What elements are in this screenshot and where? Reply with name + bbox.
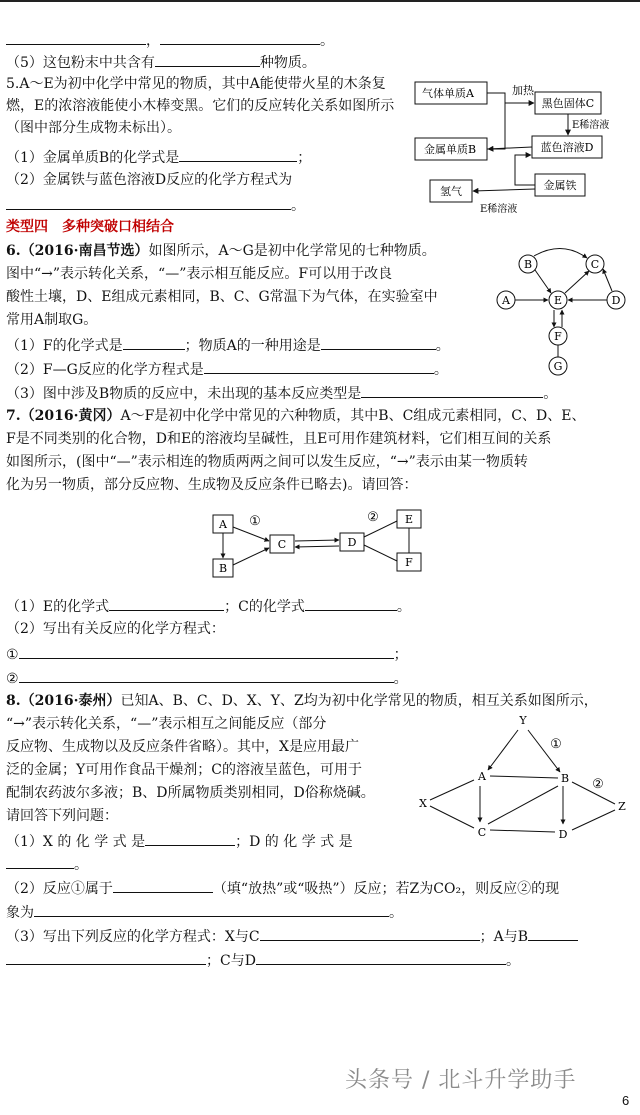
- answer-blank[interactable]: [321, 333, 436, 350]
- q8-sub2b: 象为 。: [6, 900, 403, 924]
- q7-r2: ② 。: [6, 666, 408, 690]
- node-d-label: D: [611, 294, 621, 307]
- q5-diagram: [410, 70, 635, 215]
- label-e1: E稀溶液: [572, 120, 610, 131]
- q5-line-5: （5）这包粉末中共含有 种物质。: [6, 50, 316, 74]
- q8-sub2: （2）反应①属于 （填“放热”或“吸热”）反应；若Z为CO₂，则反应②的现: [6, 876, 559, 900]
- q7-diagram: [205, 505, 445, 590]
- answer-blank[interactable]: [204, 357, 434, 374]
- q6-line2: 图中“→”表示转化关系，“—”表示相互能反应。F可以用于改良: [6, 266, 393, 282]
- section-heading: 类型四 多种突破口相结合: [6, 219, 174, 235]
- node-a-label: A: [478, 770, 486, 783]
- mark-1: ①: [249, 514, 261, 529]
- q5-sub1: （1）金属单质B的化学式是 ；: [6, 145, 311, 169]
- q7-r1: ① ；: [6, 642, 408, 666]
- q4-continuation: ， 。: [6, 28, 334, 52]
- answer-blank[interactable]: [6, 948, 206, 965]
- label-heat: 加热: [512, 84, 534, 97]
- answer-blank[interactable]: [113, 876, 213, 893]
- answer-blank[interactable]: [361, 381, 543, 398]
- mark-2: ②: [367, 510, 379, 525]
- answer-blank[interactable]: [6, 852, 74, 869]
- label-gas: 气体单质A: [422, 87, 474, 100]
- q6-sub1: （1）F的化学式是 ；物质A的一种用途是 。: [6, 333, 450, 357]
- top-border: [0, 0, 640, 2]
- label-black: 黑色固体C: [541, 97, 595, 110]
- answer-blank[interactable]: [109, 594, 224, 611]
- node-e-label: E: [553, 294, 563, 307]
- box-c-label: C: [277, 538, 287, 551]
- q7-sub2: （2）写出有关反应的化学方程式：: [6, 621, 225, 637]
- box-f-label: F: [405, 556, 413, 569]
- q8-line3: 反应物、生成物以及反应条件省略）。其中，X是应用最广: [6, 739, 359, 755]
- q8-sub1-answer: 。: [6, 852, 88, 876]
- mark-2: ②: [592, 777, 604, 792]
- label-metal: 金属单质B: [423, 143, 477, 156]
- q5-sub2-answer: 。: [6, 193, 305, 217]
- node-c-label: C: [590, 258, 600, 271]
- q8-line5: 配制农药波尔多液；B、D所属物质类别相同，D俗称烧碱。: [6, 785, 375, 801]
- q6-line1: 6.（2016·南昌节选）如图所示，A～G是初中化学常见的七种物质。: [6, 243, 436, 259]
- q8-sub3: （3）写出下列反应的化学方程式：X与C ；A与B: [6, 924, 578, 948]
- answer-blank[interactable]: [6, 28, 146, 45]
- answer-blank[interactable]: [6, 193, 291, 210]
- box-e-label: E: [404, 513, 414, 526]
- label-e2: E稀溶液: [480, 204, 518, 215]
- node-y-label: Y: [519, 714, 527, 727]
- box-d-label: D: [347, 536, 357, 549]
- answer-blank[interactable]: [155, 50, 260, 67]
- answer-blank[interactable]: [34, 900, 389, 917]
- q7-line3: 如图所示，(图中“—”表示相连的物质两两之间可以发生反应，“→”表示由某一物质转: [6, 454, 528, 470]
- q8-diagram: [410, 712, 635, 852]
- q8-sub1: （1）X 的 化 学 式 是 ；D 的 化 学 式 是: [6, 829, 353, 853]
- answer-blank[interactable]: [256, 948, 506, 965]
- q5-title: 5.A～E为初中化学中常见的物质，其中A能使带火星的木条复燃，E的浓溶液能使小木棒变黑。它们的反应转化关系如图所示（图中部分生成物未标出）。: [6, 76, 395, 136]
- q6-line3: 酸性土壤，D、E组成元素相同，B、C、G常温下为气体，在实验室中: [6, 289, 438, 305]
- q6-sub2: （2）F—G反应的化学方程式是 。: [6, 357, 448, 381]
- q7-sub1: （1）E的化学式 ；C的化学式 。: [6, 594, 411, 618]
- q6-line4: 常用A制取G。: [6, 312, 98, 328]
- node-c-label: C: [477, 826, 487, 839]
- node-f-label: F: [554, 330, 562, 343]
- answer-blank[interactable]: [145, 829, 235, 846]
- node-d-label: D: [558, 828, 568, 841]
- q8-line4: 泛的金属；Y可用作食品干燥剂；C的溶液呈蓝色，可用于: [6, 762, 362, 778]
- q8-line6: 请回答下列问题：: [6, 808, 118, 824]
- q5-sub2: （2）金属铁与蓝色溶液D反应的化学方程式为: [6, 172, 293, 188]
- label-blue: 蓝色溶液D: [540, 141, 594, 154]
- label-h2: 氢气: [440, 185, 462, 198]
- answer-blank[interactable]: [19, 666, 394, 683]
- answer-blank[interactable]: [179, 145, 297, 162]
- node-a-label: A: [502, 294, 510, 307]
- q7-line2: F是不同类别的化合物，D和E的溶液均呈碱性，且E可用作建筑材料，它们相互间的关系: [6, 431, 552, 447]
- node-b-label: B: [523, 258, 533, 271]
- node-x-label: X: [419, 797, 427, 810]
- q8-sub3b: ；C与D 。: [6, 948, 520, 972]
- q8-line2: “→”表示转化关系，“—”表示相互之间能反应（部分: [6, 716, 327, 732]
- q7-line1: 7.（2016·黄冈）A～F是初中化学中常见的六种物质，其中B、C组成元素相同，C、D、E、: [6, 408, 586, 424]
- node-g-label: G: [553, 360, 563, 373]
- node-z-label: Z: [618, 800, 626, 813]
- page-number: 6: [622, 1093, 630, 1108]
- box-b-label: B: [218, 562, 228, 575]
- q8-line1: 8.（2016·泰州）已知A、B、C、D、X、Y、Z均为初中化学常见的物质，相互关系如图所示，: [6, 693, 598, 709]
- node-b-label: B: [560, 772, 570, 785]
- answer-blank[interactable]: [19, 642, 394, 659]
- answer-blank[interactable]: [528, 924, 578, 941]
- answer-blank[interactable]: [305, 594, 397, 611]
- answer-blank[interactable]: [123, 333, 185, 350]
- q6-sub3: （3）图中涉及B物质的反应中，未出现的基本反应类型是 。: [6, 381, 557, 405]
- q6-diagram: [490, 240, 630, 380]
- q7-line4: 化为另一物质，部分反应物、生成物及反应条件已略去)。请回答：: [6, 477, 418, 493]
- box-a-label: A: [219, 518, 227, 531]
- answer-blank[interactable]: [260, 924, 480, 941]
- label-iron: 金属铁: [543, 179, 577, 192]
- answer-blank[interactable]: [160, 28, 320, 45]
- watermark: 头条号 / 北斗升学助手: [345, 1068, 577, 1093]
- mark-1: ①: [550, 737, 562, 752]
